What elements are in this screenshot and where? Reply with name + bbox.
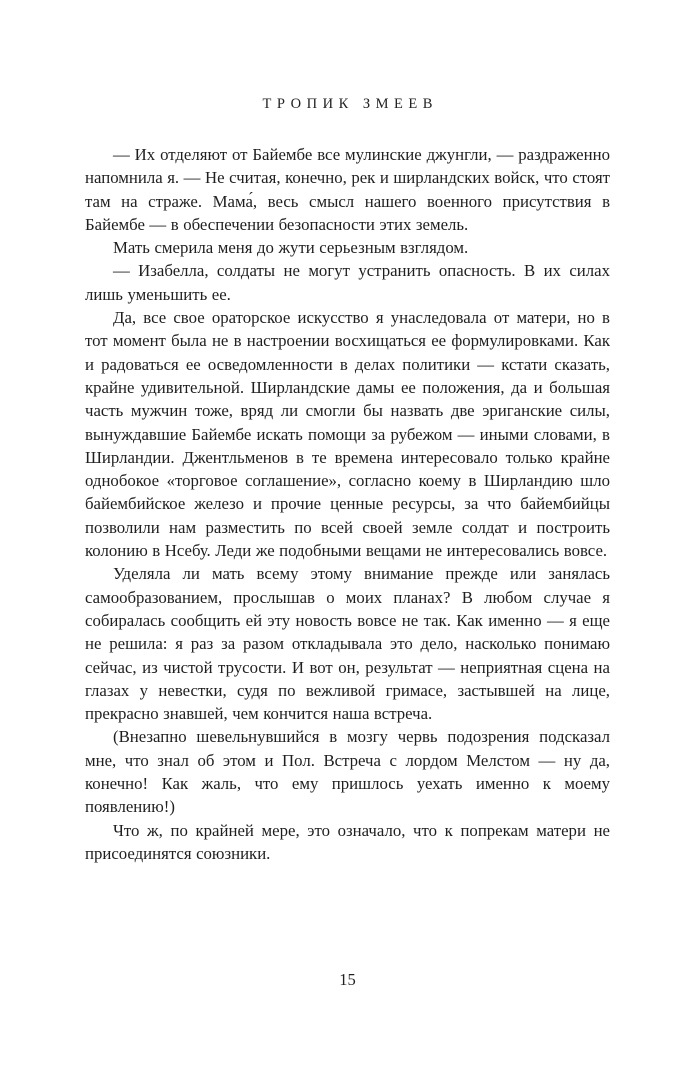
paragraph: Что ж, по крайней мере, это означало, что к попрекам матери не присоединятся союзники. [85, 820, 610, 863]
paragraph: Уделяла ли мать всему этому внимание прежде или занялась самообразованием, прослышав о моих планах? В любом случае я собиралась сообщить ей эту новость вовсе не так. Как именно — я еще не решила: я раз за разом откладывала это дело, насколько понимаю сейчас, из чистой трусости. И вот он, результат — неприятная сцена на глазах у невестки, судя по вежливой гримасе, застывшей на лице, прекрасно знавшей, чем кончится наша встреча. [85, 564, 610, 724]
paragraph: — Изабелла, солдаты не могут устранить опасность. В их силах лишь уменьшить ее. [85, 261, 610, 304]
paragraph: Да, все свое ораторское искусство я унаследовала от матери, но в тот момент была не в настроении восхищаться ее формулировками. Как и радоваться ее осведомленности в делах политики — кстати сказать, крайне удивительной. Ширландские дамы ее положения, да и большая часть мужчин тоже, вряд ли смогли бы назвать две эриганские силы, вынуждавшие Байембе искать помощи за рубежом — иными словами, в Ширландии. Джентльменов в те времена интересовало только крайне однобокое «торговое соглашение», согласно коему в Ширландию шло байембийское железо и прочие ценные ресурсы, за что байембийцы позволили нам разместить по всей своей земле солдат и построить колонию в Нсебу. Леди же подобными вещами не интересовались вовсе. [85, 308, 610, 561]
paragraph: — Их отделяют от Байембе все мулинские джунгли, — раздраженно напомнила я. — Не считая, конечно, рек и ширландских войск, что стоят там на страже. Мама́, весь смысл нашего военного присутствия в Байембе — в обеспечении безопасности этих земель. [85, 145, 610, 234]
paragraph: Мать смерила меня до жути серьезным взглядом. [113, 238, 469, 258]
page-body [85, 143, 610, 865]
running-head: ТРОПИК ЗМЕЕВ [262, 96, 438, 112]
paragraph: (Внезапно шевельнувшийся в мозгу червь подозрения подсказал мне, что знал об этом и Пол. Встреча с лордом Мелстом — ну да, конечно! Как жаль, что ему пришлось уехать именно к моему появлению!) [85, 727, 610, 817]
page-number: 15 [339, 970, 356, 989]
